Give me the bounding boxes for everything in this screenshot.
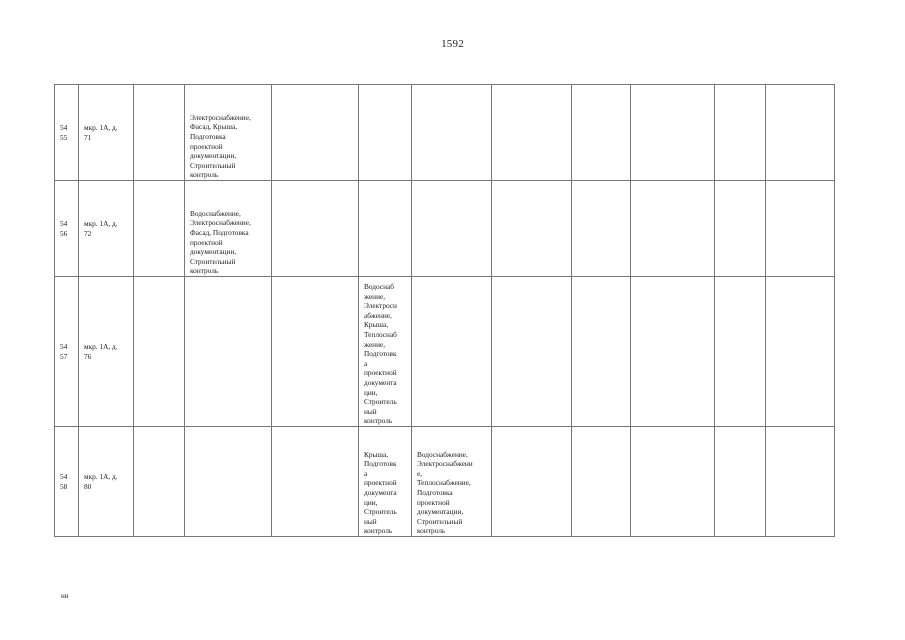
empty-cell	[272, 85, 359, 181]
empty-cell	[272, 277, 359, 427]
works-list-cell: Водоснаб жение, Электросн абжение, Крыша, Теплоснаб жение, Подготовк а проектной документа ции, Строитель ный контроль	[359, 277, 412, 427]
empty-cell	[766, 427, 835, 537]
empty-cell	[134, 85, 185, 181]
address-cell: мкр. 1А, д. 76	[79, 277, 134, 427]
empty-cell	[631, 85, 715, 181]
empty-cell	[492, 277, 572, 427]
address-cell: мкр. 1А, д. 72	[79, 181, 134, 277]
page-number: 1592	[441, 38, 464, 50]
works-list-cell: Электроснабжение, Фасад, Крыша, Подготовка проектной документации, Строительный контроль	[185, 85, 272, 181]
empty-cell	[134, 181, 185, 277]
empty-cell	[572, 85, 631, 181]
empty-cell	[272, 427, 359, 537]
row-number-cell: 54 56	[55, 181, 79, 277]
row-number-cell: 54 58	[55, 427, 79, 537]
empty-cell	[412, 181, 492, 277]
empty-cell	[572, 277, 631, 427]
empty-cell	[572, 181, 631, 277]
empty-cell	[766, 85, 835, 181]
empty-cell	[572, 427, 631, 537]
empty-cell	[412, 277, 492, 427]
empty-cell	[359, 181, 412, 277]
works-list-cell: Водоснабжение, Электроснабжение, Фасад, Подготовка проектной документации, Строительный контроль	[185, 181, 272, 277]
empty-cell	[766, 181, 835, 277]
empty-cell	[134, 277, 185, 427]
footer-mark: ни	[61, 592, 69, 600]
empty-cell	[766, 277, 835, 427]
empty-cell	[631, 181, 715, 277]
empty-cell	[185, 427, 272, 537]
table-row	[55, 85, 835, 181]
table-row	[55, 427, 835, 537]
empty-cell	[715, 181, 766, 277]
row-number-cell: 54 55	[55, 85, 79, 181]
works-list-cell: Крыша, Подготовк а проектной документа ции, Строитель ный контроль	[359, 427, 412, 537]
empty-cell	[185, 277, 272, 427]
empty-cell	[631, 427, 715, 537]
empty-cell	[631, 277, 715, 427]
table-row	[55, 181, 835, 277]
empty-cell	[492, 85, 572, 181]
table-row	[55, 277, 835, 427]
empty-cell	[492, 181, 572, 277]
empty-cell	[272, 181, 359, 277]
empty-cell	[412, 85, 492, 181]
empty-cell	[492, 427, 572, 537]
address-cell: мкр. 1А, д. 80	[79, 427, 134, 537]
row-number-cell: 54 57	[55, 277, 79, 427]
works-list-cell: Водоснабжение, Электроснабжени е, Теплоснабжение, Подготовка проектной документации, Строительный контроль	[412, 427, 492, 537]
works-table	[54, 84, 835, 537]
empty-cell	[715, 427, 766, 537]
empty-cell	[715, 277, 766, 427]
address-cell: мкр. 1А, д. 71	[79, 85, 134, 181]
empty-cell	[359, 85, 412, 181]
empty-cell	[134, 427, 185, 537]
empty-cell	[715, 85, 766, 181]
